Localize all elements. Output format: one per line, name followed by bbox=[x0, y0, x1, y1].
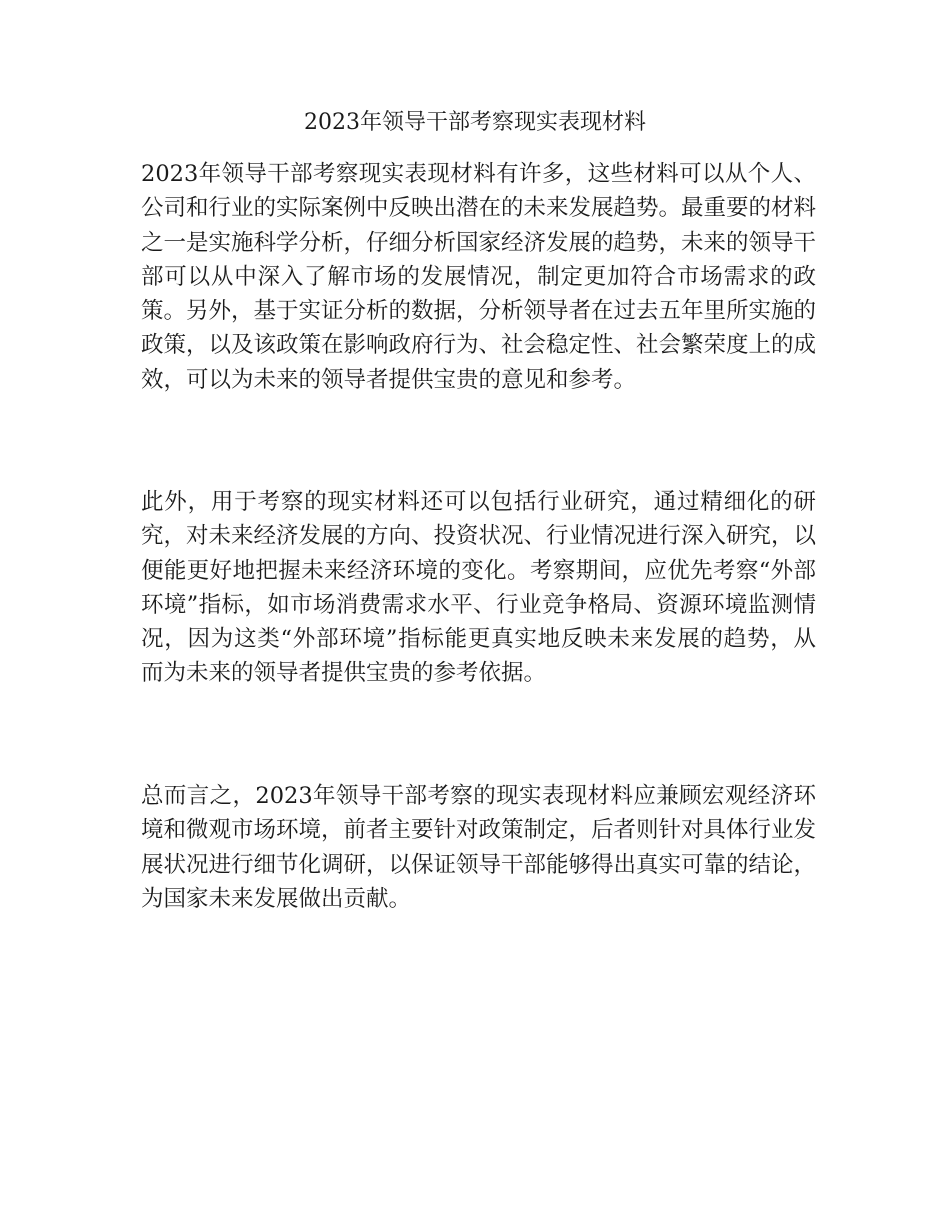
document-title: 2023年领导干部考察现实表现材料 bbox=[304, 110, 646, 135]
paragraph-1: 2023年领导干部考察现实表现材料有许多，这些材料可以从个人、公司和行业的实际案例中反映出潜在的未来发展趋势。最重要的材料之一是实施科学分析，仔细分析国家经济发展的趋势，未来的领导干部可以从中深入了解市场的发展情况，制定更加符合市场需求的政策。另外，基于实证分析的数据，分析领导者在过去五年里所实施的政策，以及该政策在影响政府行为、社会稳定性、社会繁荣度上的成效，可以为未来的领导者提供宝贵的意见和参考。 bbox=[141, 161, 817, 393]
paragraph-3: 总而言之，2023年领导干部考察的现实表现材料应兼顾宏观经济环境和微观市场环境，前者主要针对政策制定，后者则针对具体行业发展状况进行细节化调研，以保证领导干部能够得出真实可靠的结论，为国家未来发展做出贡献。 bbox=[141, 783, 817, 912]
paragraph-2: 此外，用于考察的现实材料还可以包括行业研究，通过精细化的研究，对未来经济发展的方向、投资状况、行业情况进行深入研究，以便能更好地把握未来经济环境的变化。考察期间，应优先考察“外部环境”指标，如市场消费需求水平、行业竞争格局、资源环境监测情况，因为这类“外部环境”指标能更真实地反映未来发展的趋势，从而为未来的领导者提供宝贵的参考依据。 bbox=[141, 489, 817, 687]
